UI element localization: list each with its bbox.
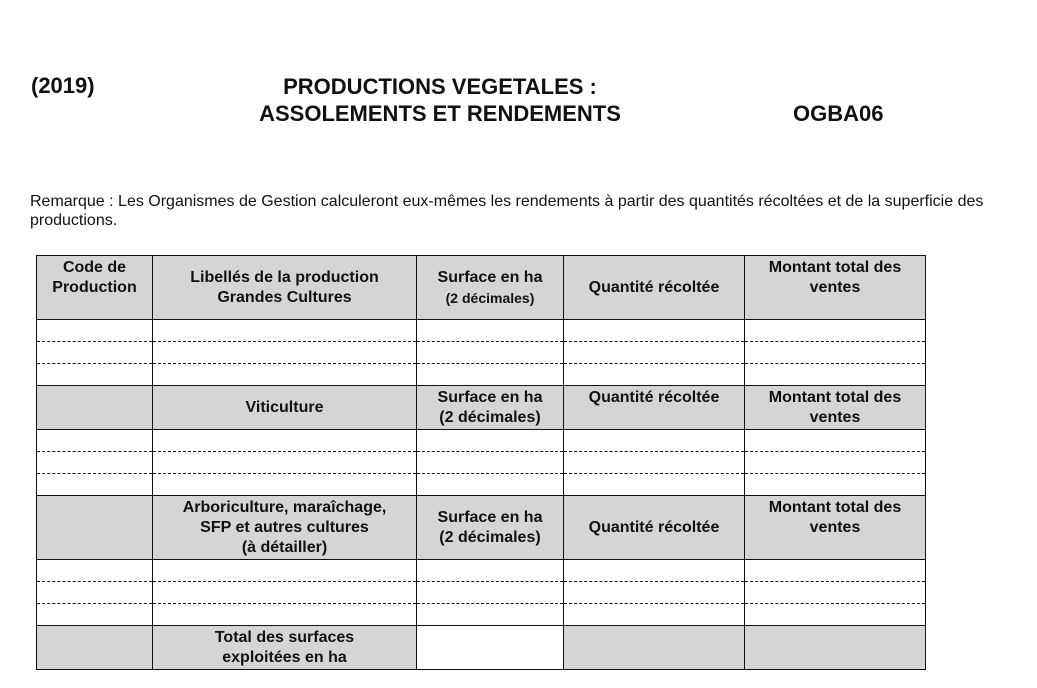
table-row (37, 320, 926, 342)
input-cell[interactable] (153, 474, 417, 496)
header-libelles-line1: Libellés de la production (190, 268, 379, 286)
header-libelles-line2: Grandes Cultures (217, 288, 352, 306)
form-year: (2019) (31, 73, 95, 98)
header-surface-line2: (2 décimales) (439, 528, 541, 546)
input-cell[interactable] (564, 320, 745, 342)
input-cell[interactable] (417, 560, 564, 582)
header-code-production (37, 256, 153, 320)
header-arboriculture (153, 496, 417, 560)
header-montant (745, 256, 926, 320)
input-cell[interactable] (745, 474, 926, 496)
input-cell[interactable] (37, 364, 153, 386)
input-cell[interactable] (564, 364, 745, 386)
header-quantite: Quantité récoltée (564, 386, 745, 430)
section-header-viticulture (37, 386, 926, 430)
table-row (37, 604, 926, 626)
header-surface-line2: (2 décimales) (445, 289, 535, 306)
header-surface-line1: Surface en ha (437, 268, 543, 286)
header-arbo-line3: (à détailler) (241, 538, 328, 556)
header-code-line1: Code de (62, 259, 127, 276)
total-montant-empty (745, 626, 926, 670)
header-montant-line2: ventes (809, 408, 861, 426)
header-montant-line1: Montant total des (768, 259, 902, 276)
table-row (37, 342, 926, 364)
header-code-empty (37, 386, 153, 430)
header-arbo-line2: SFP et autres cultures (200, 518, 369, 536)
title-line-1: PRODUCTIONS VEGETALES : (283, 74, 597, 99)
header-surface-line2: (2 décimales) (439, 408, 541, 426)
input-cell[interactable] (745, 604, 926, 626)
input-cell[interactable] (153, 320, 417, 342)
input-cell[interactable] (153, 364, 417, 386)
input-cell[interactable] (745, 582, 926, 604)
input-cell[interactable] (745, 430, 926, 452)
total-label-line2: exploitées en ha (222, 648, 347, 666)
header-surface (417, 386, 564, 430)
total-code-empty (37, 626, 153, 670)
input-cell[interactable] (37, 320, 153, 342)
table-row (37, 364, 926, 386)
input-cell[interactable] (417, 364, 564, 386)
header-code-empty (37, 496, 153, 560)
input-cell[interactable] (564, 342, 745, 364)
input-cell[interactable] (745, 560, 926, 582)
header-surface-line1: Surface en ha (437, 508, 543, 526)
input-cell[interactable] (37, 474, 153, 496)
input-cell[interactable] (37, 452, 153, 474)
input-cell[interactable] (153, 560, 417, 582)
input-cell[interactable] (745, 342, 926, 364)
header-quantite: Quantité récoltée (564, 496, 745, 560)
header-montant-line1: Montant total des (768, 388, 902, 406)
input-cell[interactable] (153, 452, 417, 474)
section-header-arboriculture (37, 496, 926, 560)
input-cell[interactable] (417, 474, 564, 496)
input-cell[interactable] (37, 582, 153, 604)
input-cell[interactable] (417, 320, 564, 342)
table-row (37, 430, 926, 452)
header-montant-line2: ventes (809, 279, 861, 296)
header-montant-line2: ventes (809, 519, 861, 536)
total-surface-input[interactable] (417, 626, 564, 670)
header-arbo-line1: Arboriculture, maraîchage, (182, 498, 387, 516)
input-cell[interactable] (37, 342, 153, 364)
table-row (37, 452, 926, 474)
input-cell[interactable] (417, 430, 564, 452)
header-surface (417, 256, 564, 320)
input-cell[interactable] (564, 560, 745, 582)
header-surface-line1: Surface en ha (437, 388, 543, 406)
total-row (37, 626, 926, 670)
header-montant-line1: Montant total des (768, 499, 902, 516)
input-cell[interactable] (153, 430, 417, 452)
input-cell[interactable] (564, 452, 745, 474)
total-label (153, 626, 417, 670)
title-line-2: ASSOLEMENTS ET RENDEMENTS (259, 101, 621, 126)
input-cell[interactable] (745, 320, 926, 342)
input-cell[interactable] (417, 452, 564, 474)
input-cell[interactable] (417, 342, 564, 364)
header-libelles (153, 256, 417, 320)
input-cell[interactable] (153, 604, 417, 626)
total-label-line1: Total des surfaces (214, 628, 355, 646)
input-cell[interactable] (745, 452, 926, 474)
table-row (37, 560, 926, 582)
remark-note: Remarque : Les Organismes de Gestion calculeront eux-mêmes les rendements à partir des quantités récoltées et de la superficie des productions. (30, 193, 984, 229)
page-title (200, 73, 680, 127)
header-viticulture: Viticulture (153, 386, 417, 430)
input-cell[interactable] (37, 430, 153, 452)
header-montant (745, 496, 926, 560)
form-code: OGBA06 (793, 101, 884, 126)
table-row (37, 582, 926, 604)
input-cell[interactable] (37, 604, 153, 626)
header-surface (417, 496, 564, 560)
input-cell[interactable] (37, 560, 153, 582)
input-cell[interactable] (564, 582, 745, 604)
table-row (37, 474, 926, 496)
input-cell[interactable] (417, 582, 564, 604)
input-cell[interactable] (564, 474, 745, 496)
section-header-grandes-cultures (37, 256, 926, 320)
input-cell[interactable] (153, 342, 417, 364)
input-cell[interactable] (153, 582, 417, 604)
header-quantite: Quantité récoltée (564, 256, 745, 320)
input-cell[interactable] (564, 430, 745, 452)
input-cell[interactable] (564, 604, 745, 626)
header-code-line2: Production (52, 279, 137, 296)
header-montant (745, 386, 926, 430)
total-quantite-empty (564, 626, 745, 670)
input-cell[interactable] (417, 604, 564, 626)
productions-table (36, 255, 926, 670)
input-cell[interactable] (745, 364, 926, 386)
